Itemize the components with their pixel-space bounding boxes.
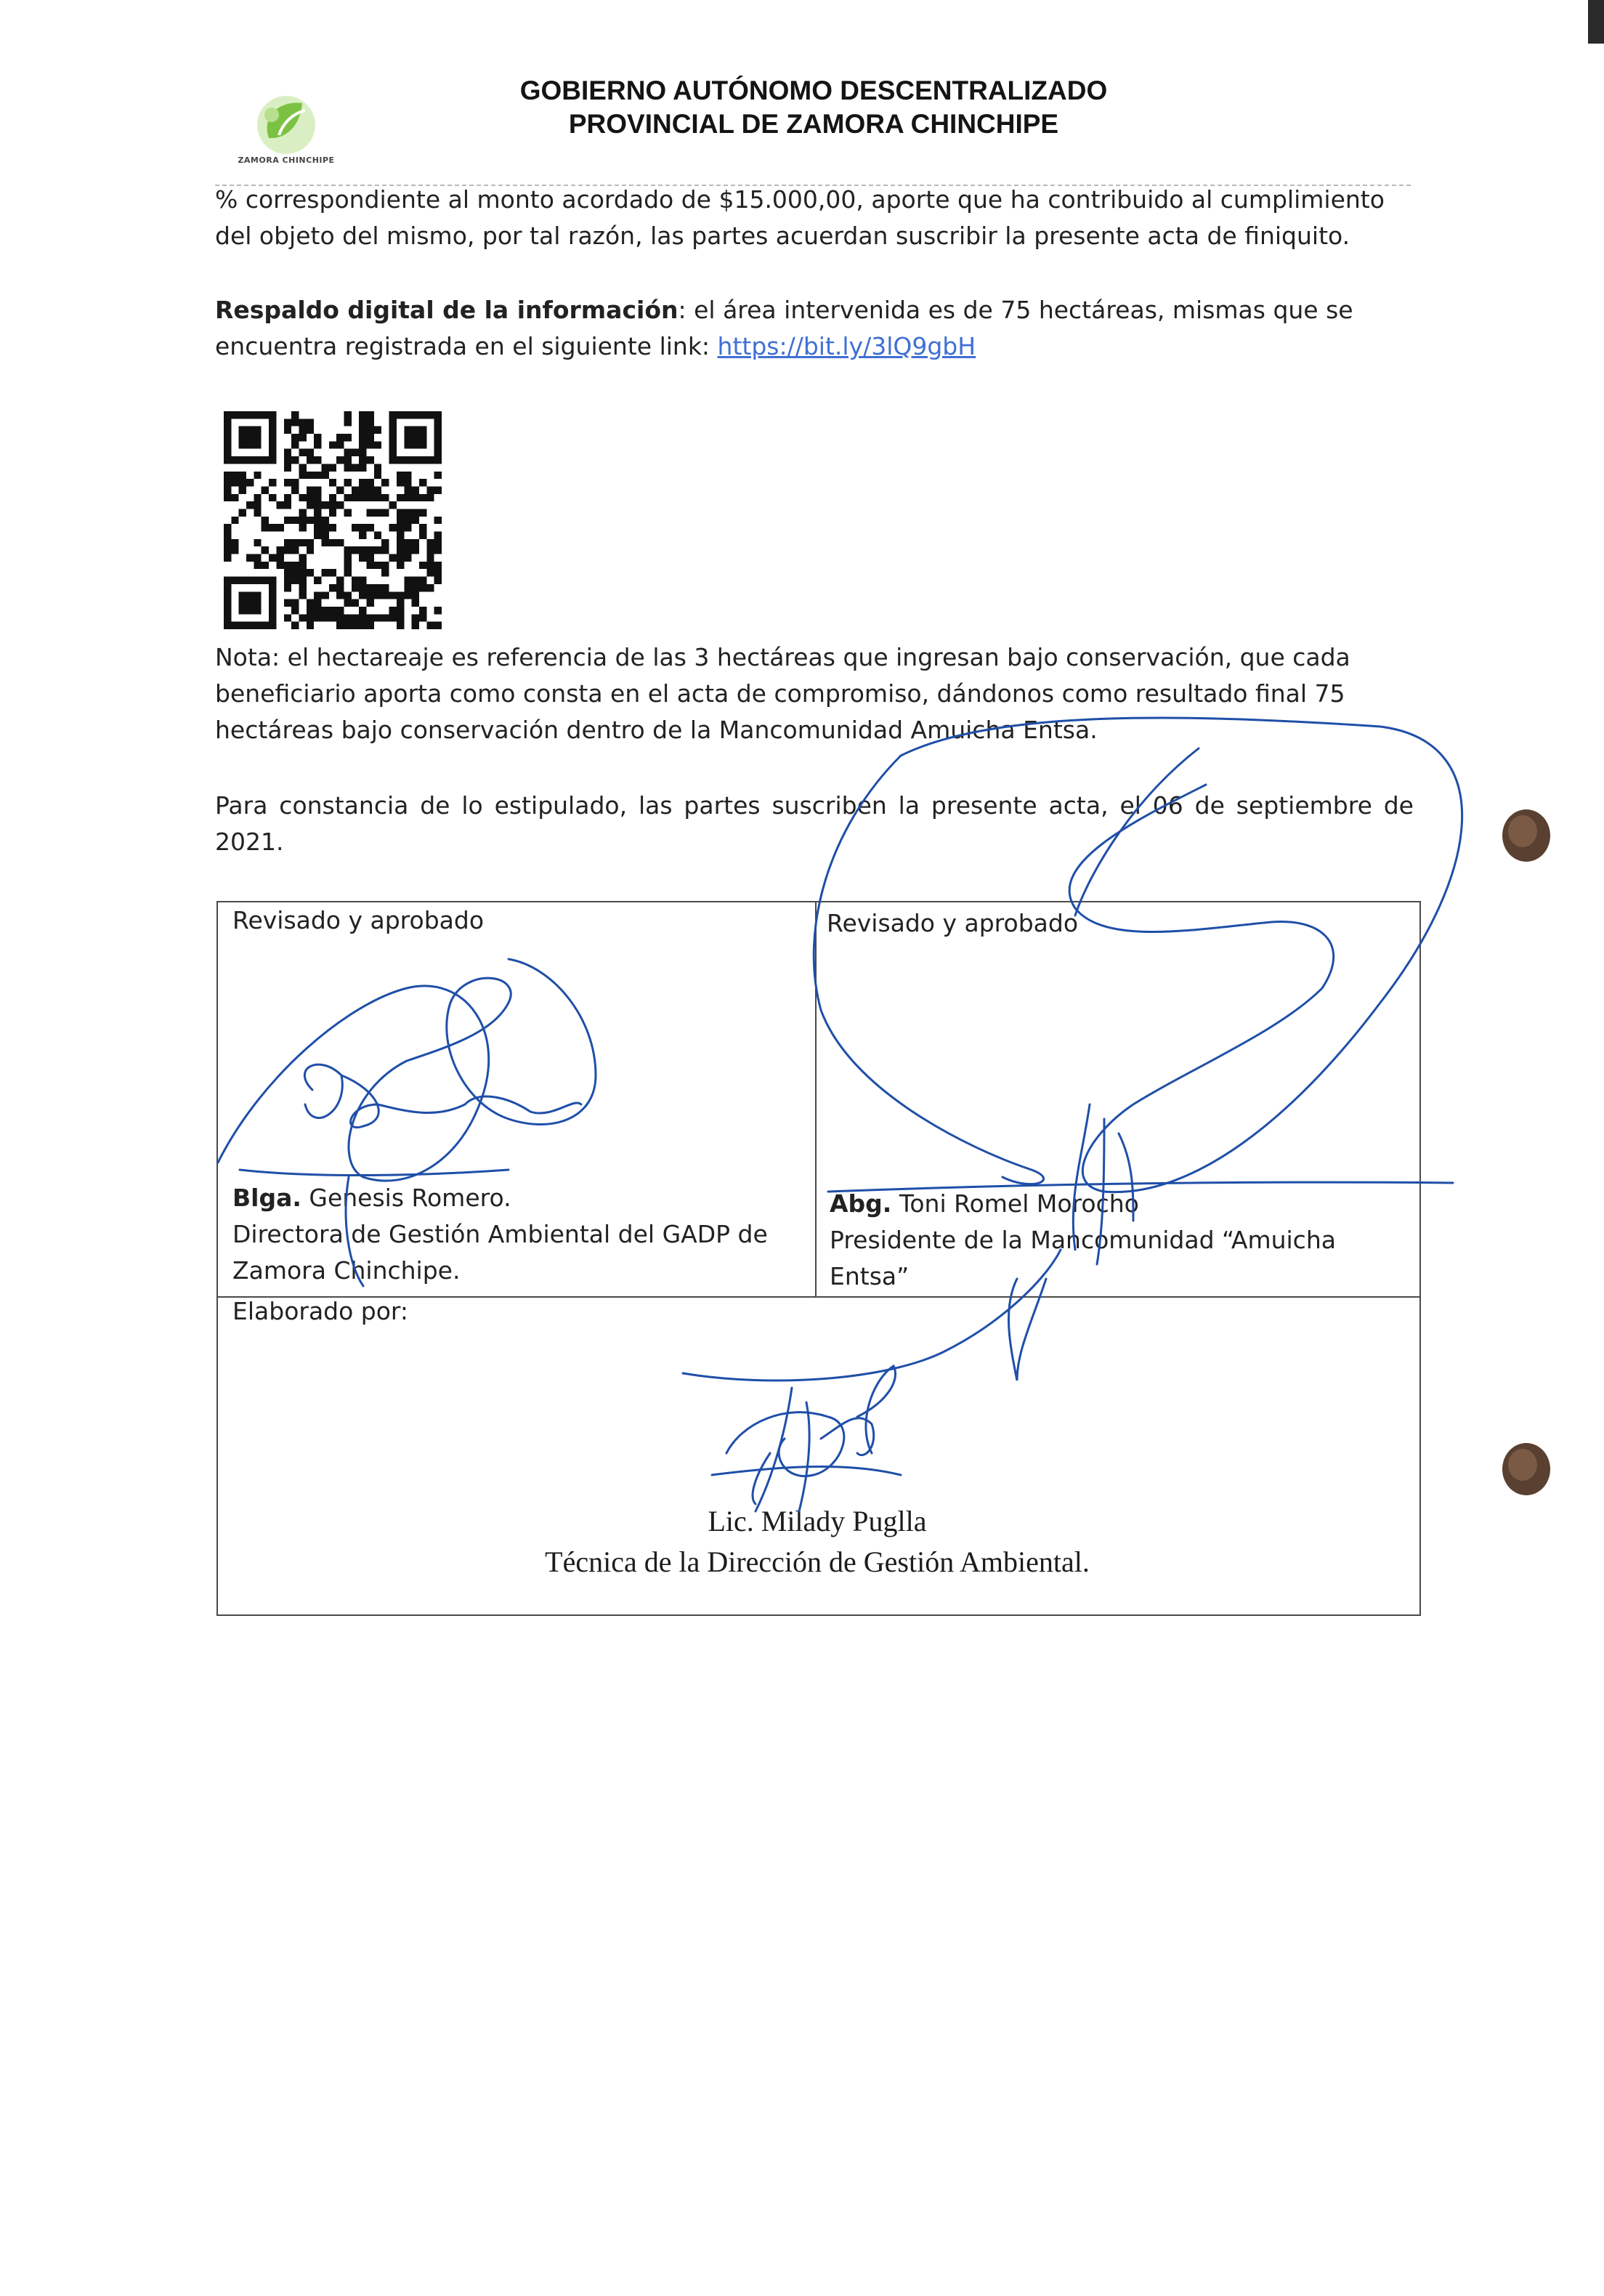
paragraph-closing: Para constancia de lo estipulado, las partes suscriben la presente acta, el 06 de septiembre de 2021. bbox=[215, 791, 1414, 856]
left-cell-heading: Revisado y aprobado bbox=[232, 906, 485, 934]
paragraph-digital-backup bbox=[215, 292, 1414, 365]
bottom-cell-heading: Elaborado por: bbox=[232, 1297, 409, 1325]
right-signatory-block bbox=[830, 1186, 1336, 1295]
document-header bbox=[378, 74, 1249, 141]
left-title-abbr: Blga. bbox=[232, 1184, 301, 1212]
backup-link[interactable]: https://bit.ly/3lQ9gbH bbox=[717, 332, 976, 360]
scan-edge-mark bbox=[1588, 0, 1604, 44]
note-line: hectáreas bajo conservación dentro de la Mancomunidad Amuicha Entsa. bbox=[215, 716, 1098, 744]
header-line-1: GOBIERNO AUTÓNOMO DESCENTRALIZADO bbox=[519, 76, 1108, 105]
right-signatory-name: Toni Romel Morocho bbox=[891, 1189, 1139, 1218]
bottom-signatory-role: Técnica de la Dirección de Gestión Ambiental. bbox=[545, 1545, 1090, 1578]
qr-code bbox=[224, 411, 442, 629]
right-cell-heading: Revisado y aprobado bbox=[827, 909, 1079, 937]
right-role-line: Presidente de la Mancomunidad “Amuicha bbox=[830, 1226, 1336, 1254]
left-signatory-block bbox=[232, 1180, 768, 1289]
right-title-abbr: Abg. bbox=[830, 1189, 892, 1218]
bottom-signatory-name: Lic. Milady Puglla bbox=[708, 1505, 927, 1537]
right-role-line: Entsa” bbox=[830, 1262, 910, 1290]
left-signatory-name: Genesis Romero. bbox=[301, 1184, 511, 1212]
note-line: Nota: el hectareaje es referencia de las 3 hectáreas que ingresan bajo conservación, que cada bbox=[215, 643, 1350, 671]
punch-hole-mark bbox=[1501, 1442, 1552, 1497]
logo-caption: ZAMORA CHINCHIPE bbox=[238, 155, 335, 165]
left-role-line: Zamora Chinchipe. bbox=[232, 1256, 461, 1285]
paragraph-line: % correspondiente al monto acordado de $15.000,00, aporte que ha contribuido al cumplimiento bbox=[215, 185, 1385, 214]
backup-text-2: encuentra registrada en el siguiente link: bbox=[215, 332, 718, 360]
paragraph-amount bbox=[215, 182, 1414, 254]
header-line-2: PROVINCIAL DE ZAMORA CHINCHIPE bbox=[568, 109, 1059, 139]
backup-text: : el área intervenida es de 75 hectáreas, mismas que se bbox=[678, 296, 1353, 324]
paragraph-note bbox=[215, 639, 1414, 748]
left-role-line: Directora de Gestión Ambiental del GADP de bbox=[232, 1220, 768, 1248]
punch-hole-mark bbox=[1501, 808, 1552, 863]
note-line: beneficiario aporta como consta en el acta de compromiso, dándonos como resultado final 75 bbox=[215, 679, 1345, 708]
table-column-divider bbox=[815, 901, 817, 1298]
backup-label: Respaldo digital de la información bbox=[215, 296, 679, 324]
paragraph-line: del objeto del mismo, por tal razón, las partes acuerdan suscribir la presente acta de finiquito. bbox=[215, 222, 1350, 250]
